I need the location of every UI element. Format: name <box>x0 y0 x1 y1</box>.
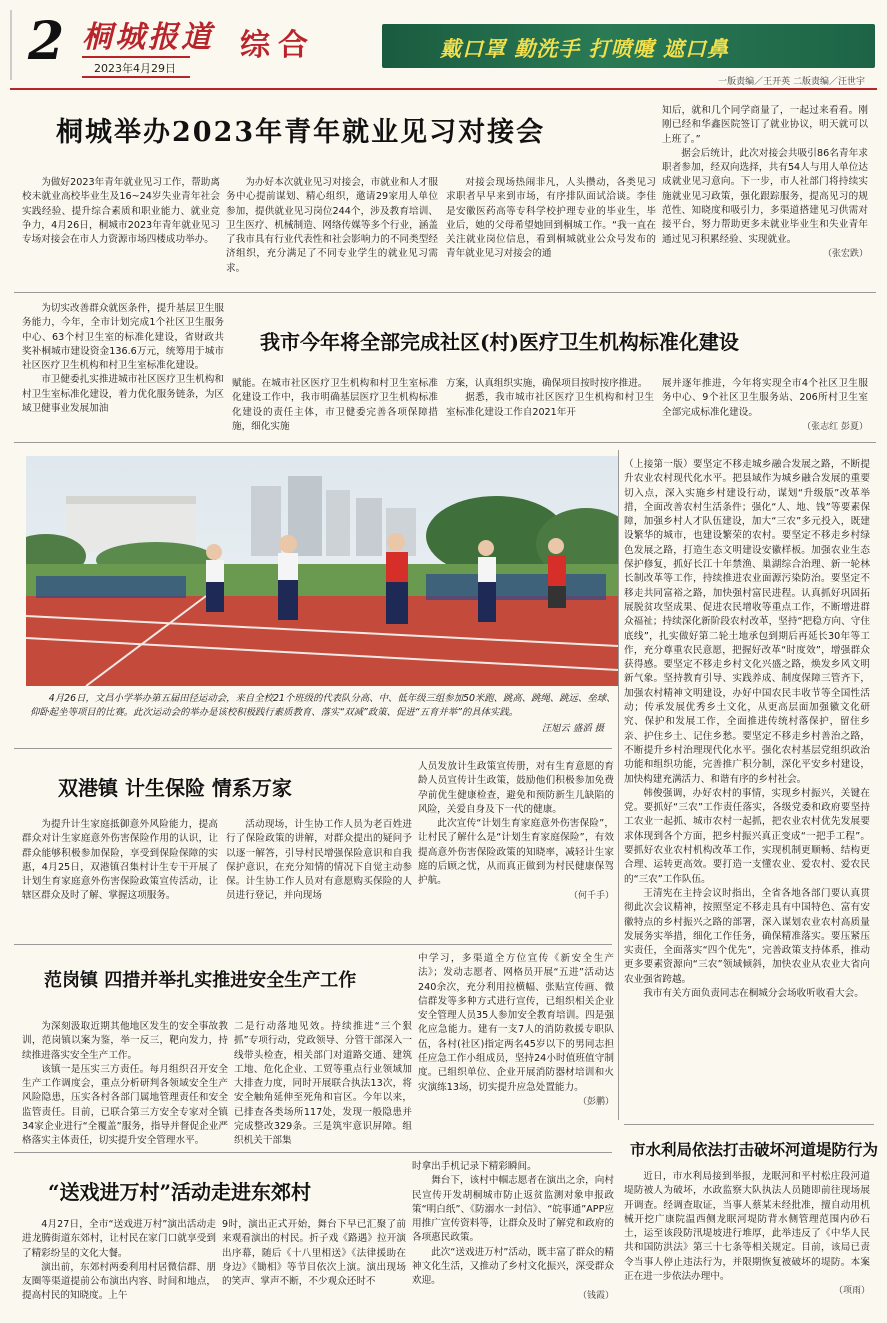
article2-left: 为切实改善群众就医条件，提升基层卫生服务能力，今年，全市计划完成1个社区卫生服务中心、63个村卫生室的标准化建设，省财政共奖补桐城市建设资金136.6万元，统筹用于城市社区医疗卫生机构和村卫生室标准化建设。 市卫健委扎实推进城市社区医疗卫生机构和村卫生室标准化建设，着力优化服务链条，为区域卫健事业发展加油 <box>22 303 224 415</box>
photo-caption <box>30 692 616 740</box>
article1-col2: 为办好本次就业见习对接会，市就业和人才服务中心提前谋划、精心组织，邀请29家用人单位参加，提供就业见习岗位244个，涉及教育培训、卫生医疗、机械制造、网络传媒等多个行业，涵盖了我市具有行业代表性和社会影响力的不同类型经济组织，充分满足了不同专业学生的就业见习需求。 <box>226 177 438 274</box>
article3-c1: 为提升计生家庭抵御意外风险能力，提高群众对计生家庭意外伤害保险作用的认识，让群众能够积极参加保险，享受到保险保障的实惠，4月25日，双港镇召集村计生专干开展了计划生育家庭意外伤害保险政策宣传活动，让辖区群众及时了解、掌握这项服务。 <box>22 819 218 902</box>
article5-c2: 9时，演出正式开始，舞台下早已汇聚了前来观看演出的村民。折子戏《路遇》拉开演出序幕，随后《十八里相送》《法律援助在身边》《锄相》等节目依次上演。演出现场的笑声、掌声不断，不少观众还时不 <box>222 1219 406 1288</box>
article2-c3: 展并逐年推进，今年将实现全市4个社区卫生服务中心、9个社区卫生服务站、206所村卫生室全部完成标准化建设。 （张志红 彭夏） <box>662 377 868 433</box>
article3-c3: 人员发放计生政策宣传册，对有生育意愿的育龄人员宣传计生政策，鼓励他们积极参加免费孕前优生健康检查，避免和预防新生儿缺陷的风险，关爱自身及下一代的健康。 此次宣传“计划生育家庭意外伤害保险”，让村民了解什么是“计划生育家庭保险”，有效提高意外伤害保险政策的知晓率，减轻计生家庭的后顾之忧，从而真正做到为村民健康保驾护航。 （何千手） <box>418 760 614 936</box>
article4-c3: 中学习，多渠道全方位宣传《新安全生产法》；发动志愿者、网格员开展“五进”活动达240余次，充分利用拉横幅、张贴宣传画、微信群发等多种方式进行宣传，已组织相关企业安全管理人员35人参加安全教育培训。四是强化应急能力。建有一支7人的消防救援专职队伍，各村(社区)指定两名45岁以下的男同志担任应急工作小组成员，坚持24小时值班值守制度。已组织单位、企业开展消防器材培训和火灾演练13场，切实提升应急处置能力。 （彭鹏） <box>418 952 614 1144</box>
article4-c2: 二是行动落地见效。持续推进“三个狠抓”专项行动，党政领导、分管干部深入一线带头检查，相关部门对道路交通、建筑工地、危化企业、工贸等重点行业领域加大排查力度，同时开展联合执法13次，将安全触角延伸至死角和盲区。今年以来，已排查各类场所117处，发现一般隐患并完成整改329条。三是筑牢意识屏障。组织机关干部集 <box>234 1021 412 1147</box>
article2-c1: 赋能。在城市社区医疗卫生机构和村卫生室标准化建设工作中，我市明确基层医疗卫生机构标准化建设的责任主体，市卫健委完善各项保障措施，细化实施 <box>232 378 438 432</box>
article3-byline: （何千手） <box>568 890 614 901</box>
article5-c1: 4月27日，全市“送戏进万村”演出活动走进龙腾街道东郊村，让村民在家门口就享受到了精彩纷呈的文化大餐。 演出前，东郊村两委利用村居微信群、朋友圈等渠道提前公布演出内容、时间和地点，提高村民的知晓度。上午 <box>22 1219 216 1302</box>
slogan-text: 戴口罩 勤洗手 打喷嚏 遮口鼻 <box>440 36 729 61</box>
article5-byline: （钱霞） <box>577 1290 614 1301</box>
article3-c2: 活动现场，计生协工作人员为老百姓进行了保险政策的讲解，对群众提出的疑问予以逐一解答，引导村民增强保险意识和自我保护意识，在充分知情的情况下自觉主动参保。计生协工作人员对有意愿购买保险的人员进行登记，并向现场 <box>226 819 412 902</box>
article4-title: 范岗镇 四措并举扎实推进安全生产工作 <box>44 970 357 991</box>
slogan-banner <box>382 24 875 68</box>
article6-byline: （项雨） <box>833 1286 870 1297</box>
article1-col4: 知后，就和几个同学商量了，一起过来看看。刚刚已经和华鑫医院签订了就业协议，明天就可以上班了。” 据会后统计，此次对接会共吸引86名青年求职者参加，经双向选择，共有54人与用人单位达成就业见习意向。下一步，市人社部门将持续实施就业见习政策，强化跟踪服务，提高见习的规范性、知晓度和吸引力，多渠道搭建见习供需对接平台，努力帮助更多未就业毕业生和失业青年通过见习积累经验、实现就业。 （张宏跌） <box>662 104 868 282</box>
article2-byline: （张志红 彭夏） <box>802 421 868 432</box>
section-name: 综合 <box>240 28 316 63</box>
editors-line: 一版责编／王开英 二版责编／汪世宇 <box>718 77 865 87</box>
article2-c2: 方案，认真组织实施，确保项目按时按序推进。 据悉，我市城市社区医疗卫生机构和村卫生室标准化建设工作自2021年开 <box>446 378 654 418</box>
article6-title: 市水利局依法打击破坏河道堤防行为 <box>630 1140 879 1159</box>
article1-col1: 为做好2023年青年就业见习工作，帮助离校未就业高校毕业生及16~24岁失业青年社会实践经验、提升综合素质和职业能力、就业竞争力，4月26日，桐城市2023年青年就业见习专场对接会在市人力资源市场四楼成功举办。 <box>22 177 220 246</box>
article3-title: 双港镇 计生保险 情系万家 <box>58 776 292 800</box>
page-number: 2 <box>28 11 65 72</box>
article2-title: 我市今年将全部完成社区(村)医疗卫生机构标准化建设 <box>260 330 739 354</box>
sports-meet-photo <box>26 456 618 686</box>
masthead <box>0 0 887 92</box>
article5-c3: 时拿出手机记录下精彩瞬间。 舞台下，该村中帼志愿者在演出之余，向村民宣传开发胡桐城市防止返贫监测对象申报政策“明白纸”、《防溺水一封信》、“皖事通”APP应用推广宣传资料等，让群众及时了解党和政府的各项惠民政策。 此次“送戏进万村”活动，既丰富了群众的精神文化生活，又推动了乡村文化振兴，深受群众欢迎。 （钱霞） <box>412 1160 614 1318</box>
article1-col3: 对接会现场热闹非凡，人头攒动，各类见习求职者早早来到市场，有序排队面试洽谈。李佳是安徽医药高等专科学校护理专业的毕业生，毕业后，她的父母希望她回到桐城工作。“我一直在关注就业岗位信息，看到桐城就业公众号发布的青年就业见习对接会的通 <box>446 177 656 260</box>
article5-title: “送戏进万村”活动走进东郊村 <box>48 1180 312 1204</box>
photo-credit: 汪旭云 盛滔 摄 <box>541 723 604 734</box>
article4-byline: （彭鹏） <box>577 1096 614 1107</box>
article1-title: 桐城举办2023年青年就业见习对接会 <box>56 117 546 148</box>
newspaper-logo: 桐城报道 <box>82 20 214 55</box>
issue-date: 2023年4月29日 <box>94 62 176 75</box>
photo-caption-text: 4月26日，文昌小学举办第五届田径运动会，来自全校21个班级的代表队分高、中、低年级三组参加50米跑、跳高、跳绳、跳远、垒球、仰卧起坐等项目的比赛。此次运动会的举办是该校积极践行素质教育、落实“双减”政策、促进“五育并举”的具体实践。 <box>30 693 616 718</box>
right-column-continued: （上接第一版）要坚定不移走城乡融合发展之路，不断提升农业农村现代化水平。把县域作为城乡融合发展的重要切入点，深入实施乡村建设行动，谋划“升级版”改革举措，全面改善农村生活条件；强化“人、地、钱”等要素保障，加强乡村人才队伍建设，加大“三农”多元投入，既建设繁华的城市，也建设繁荣的农村。要坚定不移走乡村绿色发展之路，打造生态文明建设安徽样板。加强农业生态保护修复，抓好长江十年禁渔、巢湖综合治理、新一轮林长制改革等工作，持续推进农业面源污染防治。要坚定不移走共同富裕之路，加快强村富民进程。认真抓好巩固拓展脱贫攻坚成果、促进农民增收等重点工作，不断增进群众福祉；持续深化新阶段农村改革，坚持“把稳方向、守住底线”，扎实做好第二轮土地承包到期后再延长30年等工作，充分尊重农民意愿，把握好改革“时度效”，增强群众获得感。要坚定不移走乡村文化兴盛之路，焕发乡风文明新气象。坚持教育引导、实践养成、制度保障三管齐下，加强农村精神文明建设，办好中国农民丰收节等全国性活动；传承发展优秀乡土文化，从更高层面加强徽文化研究、保护和发展工作，全面推进传统村落保护，留住乡亲、护住乡土、记住乡愁。要坚定不移走乡村善治之路，不断提升乡村治理现代化水平。强化农村基层党组织政治功能和组织功能，完善推广积分制，深化平安乡村建设，加快构建充满活力、和谐有序的乡村社会。 韩俊强调，办好农村的事情，实现乡村振兴，关键在党。要抓好“三农”工作责任落实，各级党委和政府要坚持工农业一起抓、城市农村一起抓，把农业农村优先发展要求体现到各个方面，把乡村振兴真正变成“一把手工程”。要抓好农业农村机构改革工作，实现机制更顺畅、结构更合理、运转更高效。要打造一支懂农业、爱农村、爱农民的“三农”工作队伍。 王清宪在主持会议时指出，全省各地各部门要认真贯彻此次会议精神，按照坚定不移走具有中国特色、富有安徽特点的乡村振兴之路的部署，深入谋划农业农村高质量发展务实举措，细化工作任务，确保精准落实。要压紧压实责任，全面落实“四个优先”，完善政策支持体系，推动更多要素资源向“三农”领域倾斜，加快农业从农业大省向农业强省跨越。 我市有关方面负责同志在桐城分会场收听收看大会。 <box>624 459 870 999</box>
article1-byline: （张宏跌） <box>822 248 868 259</box>
photo-illustration <box>26 456 618 686</box>
article4-c1: 为深刻汲取近期其他地区发生的安全事故教训，范岗镇以案为鉴，举一反三，靶向发力，持续推进落实安全生产工作。 该镇一是压实三方责任。每月组织召开安全生产工作调度会，重点分析研判各领域安全生产风险隐患，压实各村各部门属地管理责任和安全监管责任。目前，已联合第三方安全专家对全镇34家企业进行“全覆盖”服务，指导并督促企业严格落实主体责任，切实提升安全管理水平。 <box>22 1021 228 1147</box>
article6-body: 近日，市水利局接到举报，龙眠河和平村松庄段河道堤防被人为破坏，水政监察大队执法人员随即前往现场展开调查。经调查取证，当事人蔡某未经批准，擅自动用机械开挖广康院温西侧龙眠河堤防背水侧管理范围内砂石土，运至该段防汛堤坡进行堆厚，此举违反了《中华人民共和国防洪法》第三十七条等相关规定。目前，该局已责令当事人停止违法行为，并限期恢复被破坏的堤防。本案正在进一步依法办理中。 （项雨） <box>624 1170 870 1318</box>
